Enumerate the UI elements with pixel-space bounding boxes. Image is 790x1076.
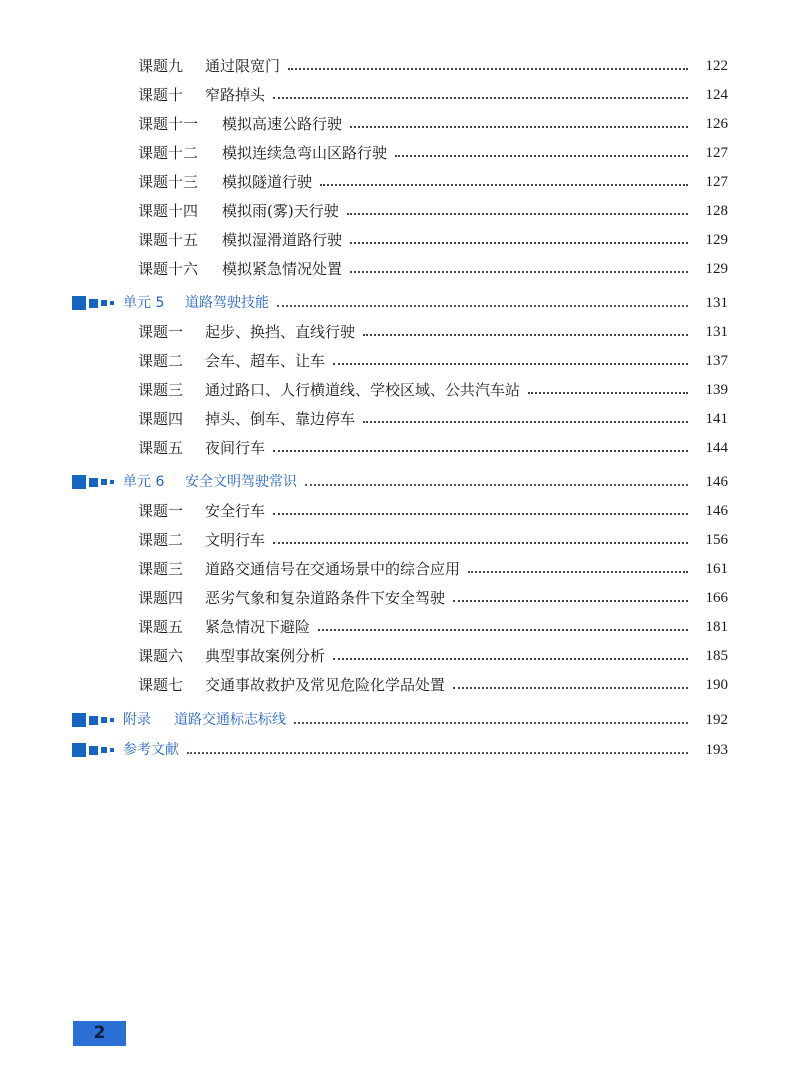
dot-leader: [277, 305, 688, 307]
page-ref: 141: [705, 411, 728, 427]
lesson-code: 课题二: [138, 352, 184, 370]
entry-title: 道路驾驶技能: [185, 295, 269, 311]
page-ref: 192: [705, 712, 728, 728]
lesson-code: 课题十五: [138, 231, 199, 249]
page-ref: 129: [705, 232, 728, 248]
toc-lesson-entry[interactable]: [0, 500, 790, 522]
entry-title: 模拟连续急弯山区路行驶: [222, 144, 388, 162]
dot-leader: [350, 242, 688, 244]
dot-leader: [318, 629, 688, 631]
lesson-code: 课题五: [138, 618, 184, 636]
page-ref: 185: [705, 648, 728, 664]
toc-lesson-entry[interactable]: [0, 437, 790, 459]
entry-title: 模拟湿滑道路行驶: [222, 231, 343, 249]
dot-leader: [273, 450, 688, 452]
page-ref: 161: [705, 561, 728, 577]
page-ref: 124: [705, 87, 728, 103]
lesson-code: 课题十六: [138, 260, 199, 278]
dot-leader: [273, 542, 688, 544]
toc-lesson-entry[interactable]: [0, 350, 790, 372]
lesson-code: 课题七: [138, 676, 184, 694]
page-ref: 156: [705, 532, 728, 548]
page-ref: 122: [705, 58, 728, 74]
dot-leader: [320, 184, 688, 186]
lesson-code: 课题十四: [138, 202, 199, 220]
lesson-code: 课题六: [138, 647, 184, 665]
toc-lesson-entry[interactable]: [0, 258, 790, 280]
entry-title: 模拟高速公路行驶: [222, 115, 343, 133]
entry-title: 安全行车: [205, 502, 266, 520]
lesson-code: 课题四: [138, 589, 184, 607]
entry-title: 道路交通信号在交通场景中的综合应用: [205, 560, 461, 578]
page-ref: 144: [705, 440, 728, 456]
toc-lesson-entry[interactable]: [0, 558, 790, 580]
entry-title: 通过限宽门: [205, 57, 281, 75]
dot-leader: [294, 722, 688, 724]
dot-leader: [468, 571, 688, 573]
page-ref: 146: [705, 474, 728, 490]
lesson-code: 课题十三: [138, 173, 199, 191]
entry-title: 会车、超车、让车: [205, 352, 326, 370]
entry-title: 掉头、倒车、靠边停车: [205, 410, 356, 428]
unit-label: 附录: [123, 712, 151, 728]
lesson-code: 课题一: [138, 323, 184, 341]
toc-lesson-entry[interactable]: [0, 674, 790, 696]
entry-title: 模拟紧急情况处置: [222, 260, 343, 278]
toc-lesson-entry[interactable]: [0, 529, 790, 551]
page-ref: 131: [705, 295, 728, 311]
page-ref: 193: [705, 742, 728, 758]
toc-lesson-entry[interactable]: [0, 229, 790, 251]
unit-label: 单元 5: [123, 295, 165, 311]
toc-lesson-entry[interactable]: [0, 55, 790, 77]
dot-leader: [528, 392, 688, 394]
dot-leader: [347, 213, 688, 215]
lesson-code: 课题十一: [138, 115, 199, 133]
unit-marker-icon: [72, 713, 120, 727]
unit-marker-icon: [72, 296, 120, 310]
dot-leader: [187, 752, 688, 754]
page-ref: 181: [705, 619, 728, 635]
dot-leader: [453, 687, 688, 689]
entry-title: 文明行车: [205, 531, 266, 549]
entry-title: 紧急情况下避险: [205, 618, 311, 636]
toc-lesson-entry[interactable]: [0, 171, 790, 193]
toc-lesson-entry[interactable]: [0, 84, 790, 106]
lesson-code: 课题三: [138, 560, 184, 578]
toc-lesson-entry[interactable]: [0, 616, 790, 638]
page-ref: 146: [705, 503, 728, 519]
toc-lesson-entry[interactable]: [0, 113, 790, 135]
lesson-code: 课题五: [138, 439, 184, 457]
page-ref: 139: [705, 382, 728, 398]
entry-title: 夜间行车: [205, 439, 266, 457]
page-ref: 127: [705, 174, 728, 190]
toc-unit-entry[interactable]: [0, 709, 790, 731]
dot-leader: [273, 513, 688, 515]
page-ref: 129: [705, 261, 728, 277]
dot-leader: [305, 484, 688, 486]
dot-leader: [395, 155, 688, 157]
toc-lesson-entry[interactable]: [0, 408, 790, 430]
dot-leader: [363, 334, 688, 336]
dot-leader: [273, 97, 688, 99]
toc-lesson-entry[interactable]: [0, 142, 790, 164]
dot-leader: [333, 363, 688, 365]
page-ref: 131: [705, 324, 728, 340]
entry-title: 交通事故救护及常见危险化学品处置: [205, 676, 446, 694]
dot-leader: [333, 658, 688, 660]
entry-title: 道路交通标志标线: [174, 712, 286, 728]
toc-lesson-entry[interactable]: [0, 587, 790, 609]
entry-title: 模拟隧道行驶: [222, 173, 313, 191]
toc-lesson-entry[interactable]: [0, 321, 790, 343]
page-number-badge: 2: [73, 1021, 126, 1046]
dot-leader: [288, 68, 688, 70]
page-ref: 127: [705, 145, 728, 161]
entry-title: 模拟雨(雾)天行驶: [222, 202, 339, 220]
toc-unit-entry[interactable]: [0, 739, 790, 761]
dot-leader: [363, 421, 688, 423]
unit-marker-icon: [72, 475, 120, 489]
entry-title: 起步、换挡、直线行驶: [205, 323, 356, 341]
page-ref: 126: [705, 116, 728, 132]
lesson-code: 课题三: [138, 381, 184, 399]
lesson-code: 课题十: [138, 86, 184, 104]
toc-unit-entry[interactable]: [0, 471, 790, 493]
entry-title: 恶劣气象和复杂道路条件下安全驾驶: [205, 589, 446, 607]
page-ref: 166: [705, 590, 728, 606]
lesson-code: 课题九: [138, 57, 184, 75]
page-ref: 190: [705, 677, 728, 693]
dot-leader: [350, 271, 688, 273]
page-ref: 137: [705, 353, 728, 369]
dot-leader: [453, 600, 688, 602]
lesson-code: 课题一: [138, 502, 184, 520]
entry-title: 典型事故案例分析: [205, 647, 326, 665]
unit-marker-icon: [72, 743, 120, 757]
toc-lesson-entry[interactable]: [0, 379, 790, 401]
toc-lesson-entry[interactable]: [0, 645, 790, 667]
lesson-code: 课题四: [138, 410, 184, 428]
entry-title: 安全文明驾驶常识: [185, 474, 297, 490]
toc-unit-entry[interactable]: [0, 292, 790, 314]
lesson-code: 课题二: [138, 531, 184, 549]
entry-title: 窄路掉头: [205, 86, 266, 104]
unit-label: 单元 6: [123, 474, 165, 490]
dot-leader: [350, 126, 688, 128]
toc-lesson-entry[interactable]: [0, 200, 790, 222]
entry-title: 通过路口、人行横道线、学校区域、公共汽车站: [205, 381, 521, 399]
page-ref: 128: [705, 203, 728, 219]
lesson-code: 课题十二: [138, 144, 199, 162]
entry-title: 参考文献: [123, 742, 179, 758]
